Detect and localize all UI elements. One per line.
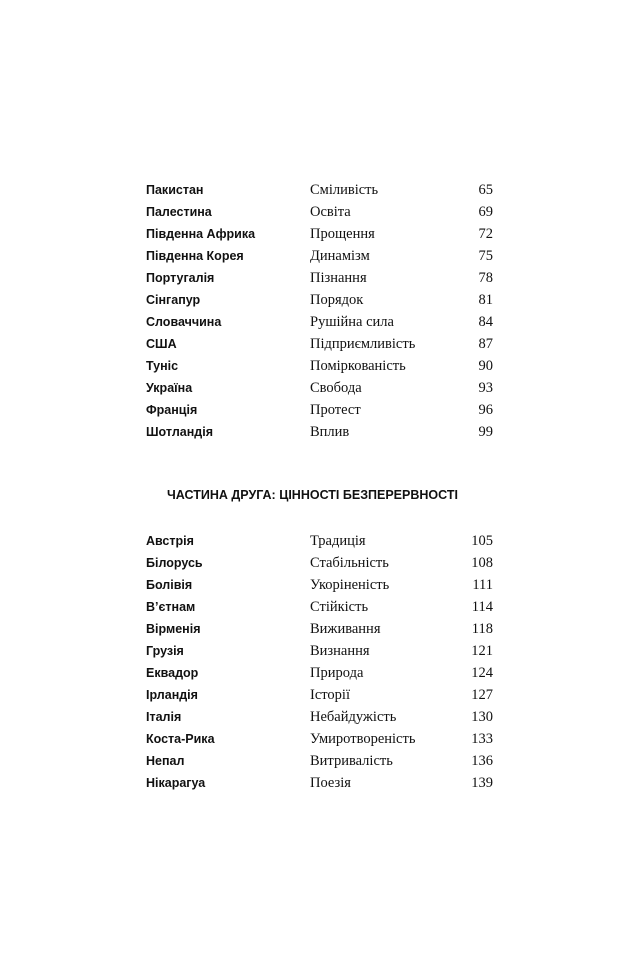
- toc-page-number: 84: [478, 314, 493, 330]
- toc-row: [0, 576, 625, 598]
- toc-page-number: 136: [471, 753, 493, 769]
- toc-value: Динамізм: [310, 248, 370, 264]
- toc-country: Туніс: [146, 359, 179, 373]
- toc-country: Нікарагуа: [146, 776, 206, 790]
- toc-value: Пізнання: [310, 270, 367, 286]
- toc-value: Історії: [310, 687, 350, 703]
- toc-row: [0, 664, 625, 686]
- toc-country: Італія: [146, 710, 182, 724]
- toc-page-number: 124: [471, 665, 493, 681]
- toc-country: Південна Африка: [146, 227, 256, 241]
- toc-country: Франція: [146, 403, 198, 417]
- toc-country: Вірменія: [146, 622, 201, 636]
- toc-country: Грузія: [146, 644, 184, 658]
- toc-page-number: 93: [478, 380, 493, 396]
- section-heading: ЧАСТИНА ДРУГА: ЦІННОСТІ БЕЗПЕРЕРВНОСТІ: [167, 488, 458, 502]
- toc-value: Виживання: [310, 621, 381, 637]
- toc-value: Стійкість: [310, 599, 369, 615]
- toc-row: [0, 181, 625, 203]
- toc-country: Словаччина: [146, 315, 222, 329]
- toc-value: Визнання: [310, 643, 370, 659]
- toc-country: США: [146, 337, 177, 351]
- toc-country: Болівія: [146, 578, 193, 592]
- toc-value: Протест: [310, 402, 361, 418]
- toc-page-number: 108: [471, 555, 493, 571]
- toc-page-number: 75: [478, 248, 493, 264]
- toc-value: Свобода: [310, 380, 362, 396]
- toc-row: [0, 730, 625, 752]
- toc-row: [0, 686, 625, 708]
- toc-value: Вплив: [310, 424, 350, 440]
- toc-value: Небайдужість: [310, 709, 397, 725]
- toc-value: Порядок: [310, 292, 364, 308]
- toc-row: [0, 203, 625, 225]
- toc-country: Сінгапур: [146, 293, 201, 307]
- toc-row: [0, 335, 625, 357]
- toc-country: Пакистан: [146, 183, 204, 197]
- toc-value: Стабільність: [310, 555, 389, 571]
- toc-row: [0, 598, 625, 620]
- toc-row: [0, 247, 625, 269]
- toc-page-number: 65: [478, 182, 493, 198]
- toc-page-number: 99: [478, 424, 493, 440]
- toc-value: Поезія: [310, 775, 351, 791]
- toc-value: Поміркованість: [310, 358, 406, 374]
- toc-page-number: 130: [471, 709, 493, 725]
- toc-country: В’єтнам: [146, 600, 196, 614]
- toc-page-number: 72: [478, 226, 493, 242]
- toc-row: [0, 357, 625, 379]
- toc-row: [0, 620, 625, 642]
- toc-page-number: 90: [478, 358, 493, 374]
- toc-country: Австрія: [146, 534, 194, 548]
- toc-page-number: 139: [471, 775, 493, 791]
- toc-row: [0, 379, 625, 401]
- toc-value: Прощення: [310, 226, 375, 242]
- toc-country: Палестина: [146, 205, 212, 219]
- toc-row: [0, 423, 625, 445]
- toc-row: [0, 752, 625, 774]
- toc-country: Білорусь: [146, 556, 203, 570]
- toc-page-number: 127: [471, 687, 493, 703]
- toc-country: Еквадор: [146, 666, 199, 680]
- toc-country: Коста-Рика: [146, 732, 215, 746]
- toc-page-number: 105: [471, 533, 493, 549]
- toc-row: [0, 532, 625, 554]
- toc-row: [0, 313, 625, 335]
- toc-page-number: 69: [478, 204, 493, 220]
- toc-row: [0, 642, 625, 664]
- toc-country: Шотландія: [146, 425, 213, 439]
- toc-page-number: 114: [471, 599, 493, 615]
- toc-page-number: 111: [472, 577, 493, 593]
- toc-page-number: 121: [471, 643, 493, 659]
- toc-value: Укоріненість: [310, 577, 390, 593]
- toc-value: Рушійна сила: [310, 314, 394, 330]
- toc-row: [0, 269, 625, 291]
- toc-value: Підприємливість: [310, 336, 416, 352]
- toc-value: Освіта: [310, 204, 351, 220]
- toc-country: Південна Корея: [146, 249, 244, 263]
- toc-value: Умиротвореність: [310, 731, 416, 747]
- toc-page-number: 133: [471, 731, 493, 747]
- toc-row: [0, 774, 625, 796]
- toc-country: Португалія: [146, 271, 215, 285]
- toc-country: Непал: [146, 754, 185, 768]
- toc-page-number: 118: [471, 621, 493, 637]
- toc-value: Природа: [310, 665, 364, 681]
- toc-value: Сміливість: [310, 182, 379, 198]
- toc-row: [0, 401, 625, 423]
- toc-row: [0, 225, 625, 247]
- toc-row: [0, 708, 625, 730]
- toc-page-number: 87: [478, 336, 493, 352]
- toc-country: Ірландія: [146, 688, 198, 702]
- toc-page-number: 96: [478, 402, 493, 418]
- toc-value: Витривалість: [310, 753, 393, 769]
- toc-page-number: 81: [478, 292, 493, 308]
- toc-row: [0, 291, 625, 313]
- toc-country: Україна: [146, 381, 193, 395]
- toc-page-number: 78: [478, 270, 493, 286]
- toc-row: [0, 554, 625, 576]
- toc-value: Традиція: [310, 533, 366, 549]
